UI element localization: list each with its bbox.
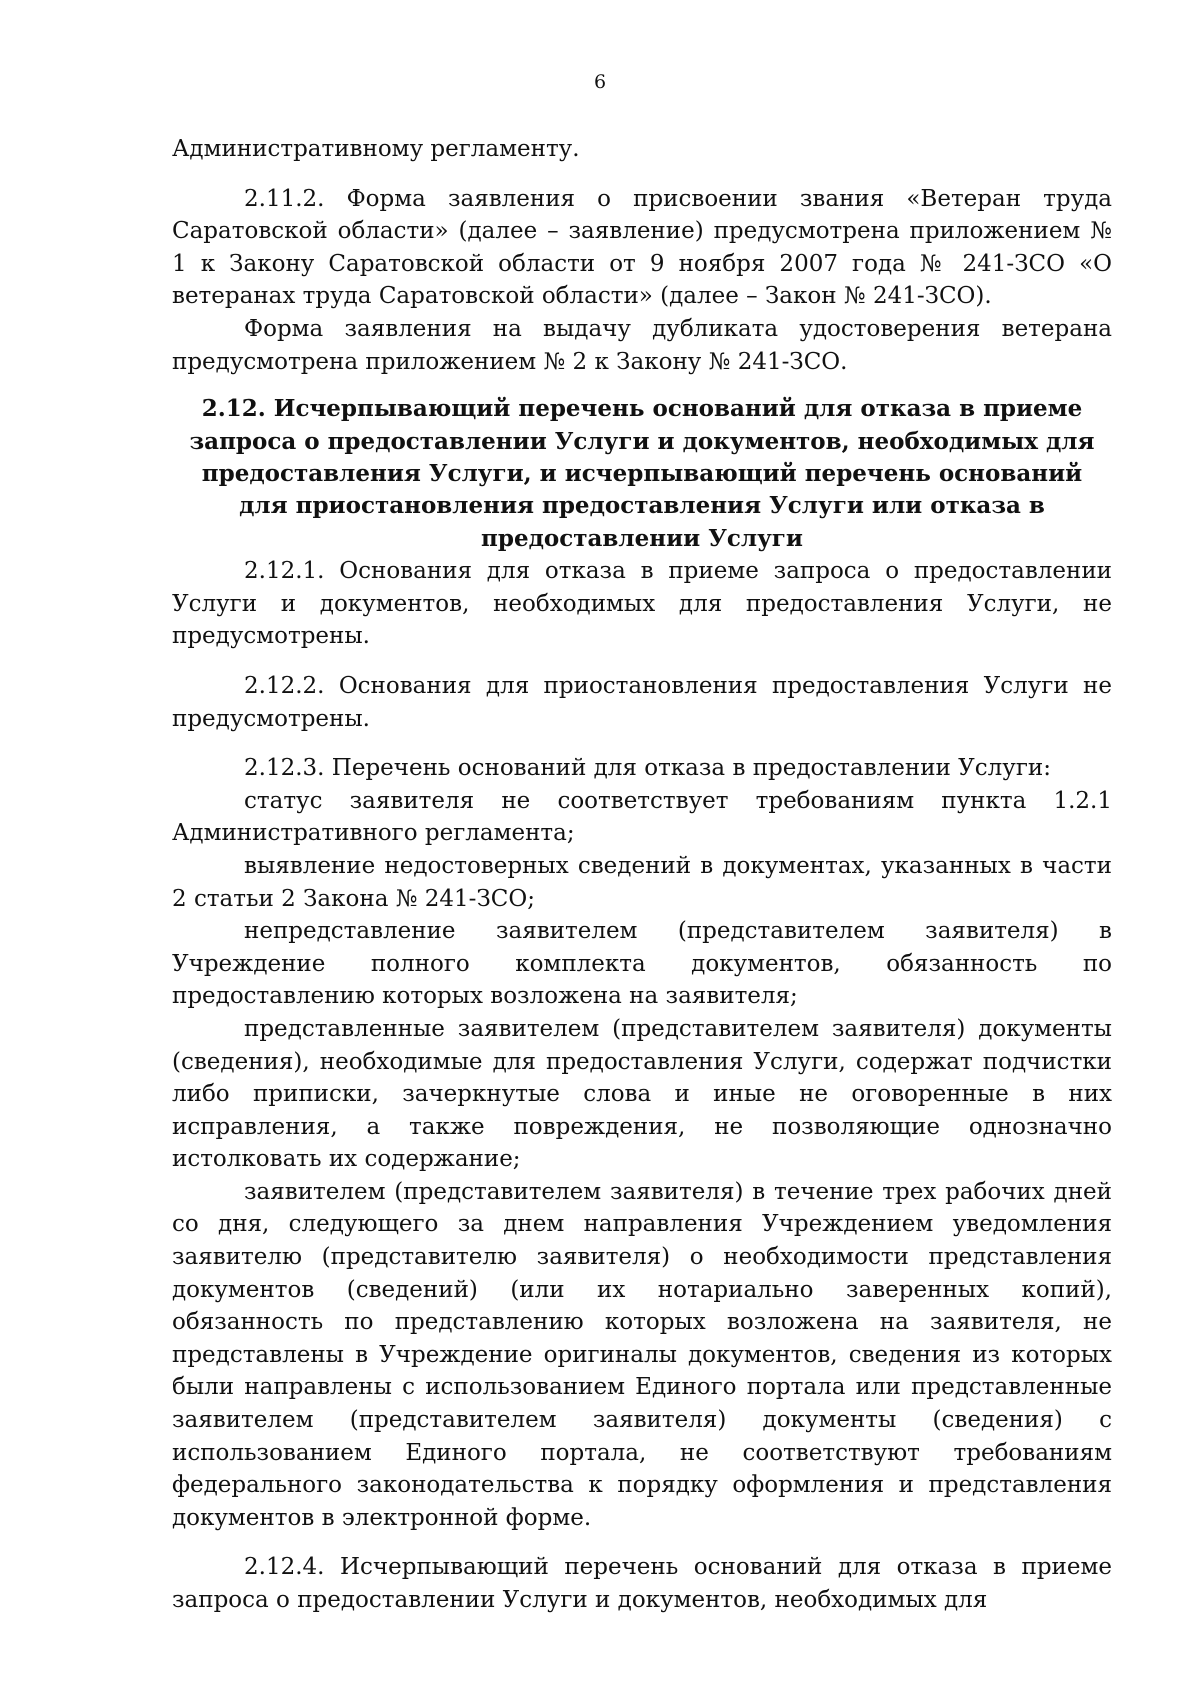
list-item-incomplete-docs: непредставление заявителем (представителем заявителя) в Учреждение полного комплекта документов, обязанность по предоставлению которых возложена на заявителя; — [172, 918, 1112, 1010]
list-item-status: статус заявителя не соответствует требованиям пункта 1.2.1 Административного регламента; — [172, 787, 1112, 847]
section-heading-2-12: 2.12. Исчерпывающий перечень оснований для отказа в приеме запроса о предоставлении Услуги и документов, необходимых для предоставления Услуги, и исчерпывающий перечень оснований для приостановления предоставления Услуги или отказа в предоставлении Услуги — [189, 395, 1095, 552]
paragraph-2-12-4: 2.12.4. Исчерпывающий перечень оснований для отказа в приеме запроса о предоставлении Услуги и документов, необходимых для — [172, 1554, 1112, 1613]
paragraph-continuation: Административному регламенту. — [172, 136, 580, 162]
paragraph-duplicate-form: Форма заявления на выдачу дубликата удостоверения ветерана предусмотрена приложением № 2 к Закону № 241-ЗСО. — [172, 315, 1112, 375]
list-item-damaged-docs: представленные заявителем (представителем заявителя) документы (сведения), необходимые для предоставления Услуги, содержат подчистки либо приписки, зачеркнутые слова и иные не оговоренные в них исправления, а также повреждения, не позволяющие однозначно истолковать их содержание; — [172, 1015, 1112, 1173]
document-body — [172, 133, 1112, 1617]
list-item-false-info: выявление недостоверных сведений в документах, указанных в части 2 статьи 2 Закона № 241-ЗСО; — [172, 852, 1112, 912]
paragraph-2-12-3: 2.12.3. Перечень оснований для отказа в предоставлении Услуги: — [244, 755, 1051, 782]
page-number: 6 — [593, 71, 607, 93]
paragraph-2-12-1: 2.12.1. Основания для отказа в приеме запроса о предоставлении Услуги и документов, необходимых для предоставления Услуги, не предусмотрены. — [172, 558, 1112, 650]
list-item-originals-not-provided: заявителем (представителем заявителя) в течение трех рабочих дней со дня, следующего за днем направления Учреждением уведомления заявителю (представителю заявителя) о необходимости представления документов (сведений) (или их нотариально заверенных копий), обязанность по представлению которых возложена на заявителя, не представлены в Учреждение оригиналы документов, сведения из которых были направлены с использованием Единого портала или представленные заявителем (представителем заявителя) документы (сведения) с использованием Единого портала, не соответствуют требованиям федерального законодательства к порядку оформления и представления документов в электронной форме. — [172, 1178, 1112, 1531]
paragraph-2-11-2: 2.11.2. Форма заявления о присвоении звания «Ветеран труда Саратовской области» (далее – заявление) предусмотрена приложением № 1 к Закону Саратовской области от 9 ноября 2007 года № 241-ЗСО «О ветеранах труда Саратовской области» (далее – Закон № 241-ЗСО). — [172, 185, 1112, 310]
paragraph-2-12-2: 2.12.2. Основания для приостановления предоставления Услуги не предусмотрены. — [172, 672, 1112, 732]
